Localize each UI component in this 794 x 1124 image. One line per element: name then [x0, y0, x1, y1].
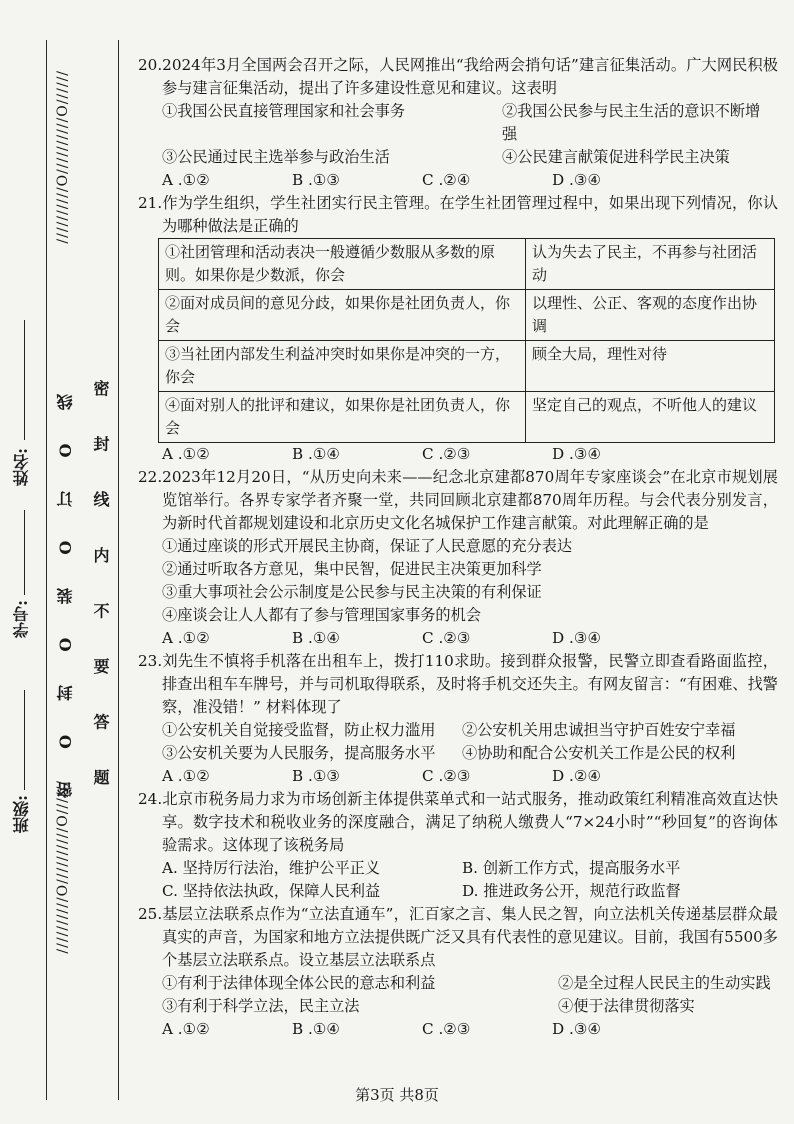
table-row: [159, 341, 775, 392]
choice-a: A .①②: [162, 171, 210, 189]
choice-a: A .①②: [162, 629, 210, 647]
choice-c: C. 坚持依法执政，保障人民利益: [162, 882, 381, 900]
question-stem: 20.2024年3月全国两会召开之际，人民网推出“我给两会捎句话”建言征集活动。广大网民积极参与建言征集活动，提出了许多建设性意见和建议。这表明: [138, 56, 778, 97]
statement-options: [138, 972, 778, 1018]
statement-item: ①有利于法律体现全体公民的意志和利益: [162, 974, 436, 992]
class-label: 班级:: [12, 795, 31, 833]
choice-c: C .②③: [422, 1020, 471, 1038]
question-stem: 25.基层立法联系点作为“立法直通车”，汇百家之言、集人民之智，向立法机关传递基层群众最真实的声音，为国家和地方立法提供既广泛又具有代表性的意见建议。目前，我国有5500多个基层立法联系点。设立基层立法联系点: [138, 905, 778, 969]
choice-a: A .①②: [162, 767, 210, 785]
choice-b: B .①④: [292, 629, 341, 647]
statement-item: ③公民通过民主选举参与政治生活: [162, 148, 390, 166]
choice-b: B. 创新工作方式，提高服务水平: [462, 859, 681, 877]
table-cell: ②面对成员间的意见分歧，如果你是社团负责人，你会: [159, 290, 526, 341]
choice-b: B .①③: [292, 767, 341, 785]
statement-item: ④便于法律贯彻落实: [558, 997, 695, 1015]
statement-item: ③公安机关要为人民服务，提高服务水平: [162, 744, 436, 762]
question-stem: 23.刘先生不慎将手机落在出租车上，拨打110求助。接到群众报警，民警立即查看路面监控，排查出租车车牌号，并与司机取得联系，及时将手机交还失主。有网友留言：“有困难、找警察，准没错！” 材料体现了: [138, 652, 778, 716]
question-24: [138, 788, 778, 903]
class-fill-line: [24, 690, 25, 790]
question-21: [138, 192, 778, 466]
statement-item: ①公安机关自觉接受监督，防止权力滥用: [162, 721, 436, 739]
binding-margin: [0, 0, 118, 1124]
table-cell: ①社团管理和活动表决一般遵循少数服从多数的原则。如果你是少数派，你会: [159, 239, 526, 290]
id-label: 学号:: [12, 600, 31, 638]
statement-item: ③有利于科学立法，民主立法: [162, 997, 360, 1015]
question-content: [138, 54, 778, 1041]
choice-a: A .①②: [162, 445, 210, 463]
choice-b: B .①③: [292, 171, 341, 189]
choice-c: C .②③: [422, 445, 471, 463]
seal-outer-text: 密 O 封 O 装 O 订 O 线: [56, 380, 75, 799]
table-cell: 顾全大局，理性对待: [526, 341, 775, 392]
statement-options: [138, 535, 778, 627]
statement-item: ④座谈会让人人都有了参与管理国家事务的机会: [162, 606, 481, 624]
choice-a: A .①②: [162, 1020, 210, 1038]
choice-d: D .③④: [552, 629, 602, 647]
name-fill-line: [24, 320, 25, 440]
statement-item: ②公安机关用忠诚担当守护百姓安宁幸福: [462, 721, 736, 739]
statement-item: ①我国公民直接管理国家和社会事务: [162, 102, 405, 120]
seal-inner-text: 密 封 线 内 不 要 答 题: [91, 380, 110, 802]
table-row: [159, 239, 775, 290]
statement-item: ③重大事项社会公示制度是公民参与民主决策的有利保证: [162, 583, 542, 601]
statement-item: ④公民建言献策促进科学民主决策: [502, 148, 730, 166]
statement-options: [138, 100, 778, 169]
choice-d: D .③④: [552, 1020, 602, 1038]
choice-c: C .②③: [422, 629, 471, 647]
question-stem: 22.2023年12月20日，“从历史向未来——纪念北京建都870周年专家座谈会”在北京市规划展览馆举行。各界专家学者齐聚一堂，共同回顾北京建都870周年历程。与会代表分别发言，为新时代首都规划建设和北京历史文化名城保护工作建言献策。对此理解正确的是: [138, 468, 778, 532]
table-cell: 以理性、公正、客观的态度作出协调: [526, 290, 775, 341]
statement-options: [138, 719, 778, 765]
question-stem: 24.北京市税务局力求为市场创新主体提供菜单式和一站式服务，推动政策红利精准高效直达快享。数字技术和税收业务的深度融合，满足了纳税人缴费人“7×24小时”“秒回复”的咨询体验需求。这体现了该税务局: [138, 790, 778, 854]
question-stem: 21.作为学生组织，学生社团实行民主管理。在学生社团管理过程中，如果出现下列情况，你认为哪种做法是正确的: [138, 194, 778, 235]
table-cell: 认为失去了民主，不再参与社团活动: [526, 239, 775, 290]
name-label: 姓名:: [12, 448, 31, 486]
dash-pattern-bottom: //////////O//////////O//////: [55, 780, 71, 954]
scenario-table: [158, 238, 775, 443]
answer-choices: [138, 169, 778, 192]
table-cell: ④面对别人的批评和建议，如果你是社团负责人，你会: [159, 392, 526, 443]
table-row: [159, 290, 775, 341]
id-fill-line: [24, 510, 25, 595]
question-23: [138, 650, 778, 788]
answer-choices: [138, 443, 778, 466]
choice-c: C .②③: [422, 767, 471, 785]
question-25: [138, 903, 778, 1041]
table-cell: 坚定自己的观点，不听他人的建议: [526, 392, 775, 443]
table-row: [159, 392, 775, 443]
answer-choices: [138, 765, 778, 788]
choice-d: D .③④: [552, 445, 602, 463]
choice-a: A. 坚持厉行法治，维护公平正义: [162, 859, 381, 877]
statement-item: ①通过座谈的形式开展民主协商，保证了人民意愿的充分表达: [162, 537, 573, 555]
binding-line-left: [46, 40, 47, 1100]
question-22: [138, 466, 778, 650]
choice-b: B .①④: [292, 445, 341, 463]
choice-d: D. 推进政务公开，规范行政监督: [462, 882, 681, 900]
table-cell: ③当社团内部发生利益冲突时如果你是冲突的一方，你会: [159, 341, 526, 392]
choice-c: C .②④: [422, 171, 471, 189]
statement-item: ②通过听取各方意见，集中民智，促进民主决策更加科学: [162, 560, 542, 578]
page-footer: 第3页 共8页: [355, 1086, 439, 1104]
question-20: [138, 54, 778, 192]
choice-d: D .②④: [552, 767, 602, 785]
statement-item: ④协助和配合公安机关工作是公民的权利: [462, 744, 736, 762]
answer-choices: [138, 627, 778, 650]
choice-b: B .①④: [292, 1020, 341, 1038]
answer-choices: [138, 1018, 778, 1041]
dash-pattern-top: //////////O//////////O//////: [55, 70, 71, 244]
statement-item: ②是全过程人民民主的生动实践: [558, 974, 771, 992]
answer-choices: [138, 857, 778, 903]
statement-item: ②我国公民参与民主生活的意识不断增强: [502, 102, 761, 143]
binding-line-right: [118, 40, 119, 1100]
choice-d: D .③④: [552, 171, 602, 189]
